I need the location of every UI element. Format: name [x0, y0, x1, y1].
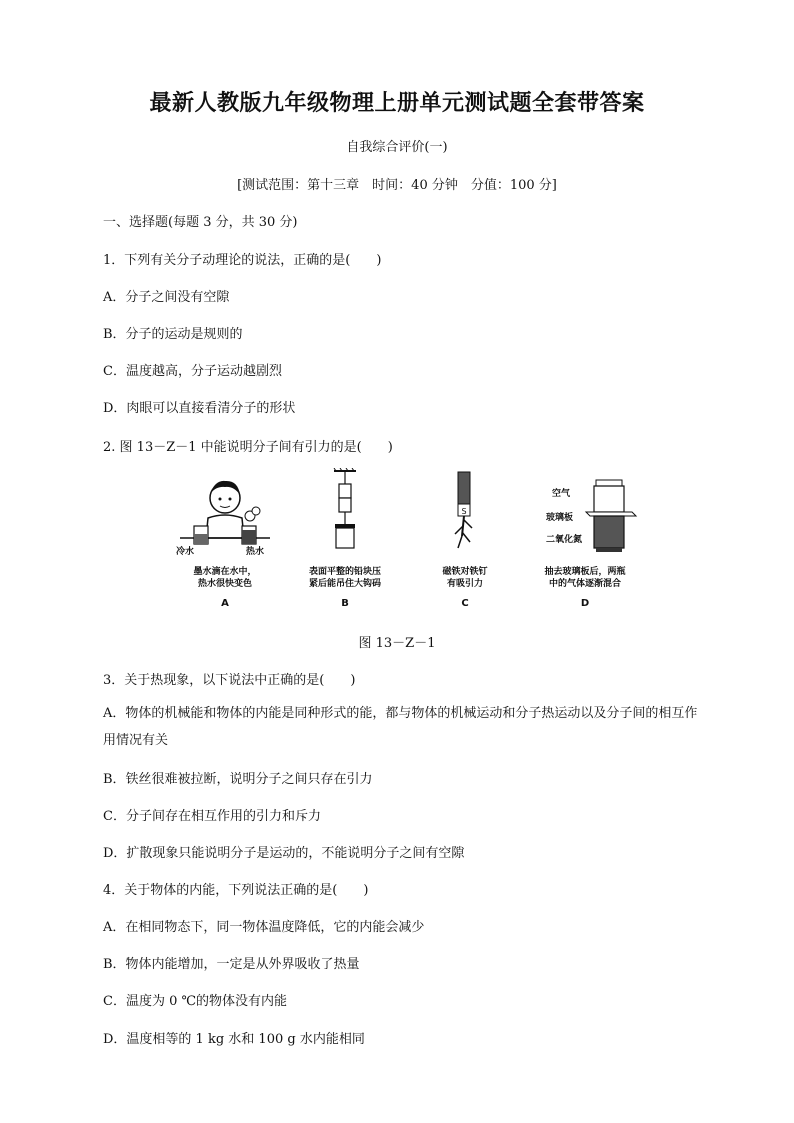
panel-c-caption-line2: 有吸引力: [446, 579, 483, 589]
air-label: 空气: [552, 489, 571, 499]
panel-a-caption-line2: 热水很快变色: [197, 579, 252, 589]
panel-b-caption-line2: 紧后能吊住大钩码: [308, 579, 381, 589]
cold-water-label: 冷水: [176, 547, 195, 557]
question-1-option-a: A．分子之间没有空隙: [103, 290, 230, 305]
panel-c-caption: [410, 566, 520, 590]
document-subtitle: 自我综合评价(一): [346, 140, 448, 155]
document-title: 最新人教版九年级物理上册单元测试题全套带答案: [149, 91, 645, 116]
panel-c-caption-line1: 磁铁对铁钉: [442, 567, 488, 577]
question-4-option-d: D．温度相等的 1 kg 水和 100 g 水内能相同: [103, 1032, 365, 1047]
panel-b-letter: B: [341, 598, 349, 609]
question-4-option-a: A．在相同物态下，同一物体温度降低，它的内能会减少: [103, 920, 425, 935]
panel-a-letter: A: [221, 598, 229, 609]
question-3-option-b: B．铁丝很难被拉断，说明分子之间只存在引力: [103, 772, 373, 787]
test-range: [测试范围：第十三章 时间：40 分钟 分值：100 分]: [237, 178, 557, 193]
nitrogen-dioxide-label: 二氧化氮: [546, 535, 583, 545]
figure-panel-d: [530, 468, 640, 618]
panel-d-letter: D: [580, 598, 590, 609]
glass-plate-label: 玻璃板: [546, 513, 574, 523]
panel-a-caption: [170, 566, 280, 590]
question-4-stem: 4．关于物体的内能，下列说法正确的是( ): [103, 883, 369, 898]
question-1-option-c: C．温度越高，分子运动越剧烈: [103, 364, 282, 379]
panel-a-caption-line1: 墨水滴在水中，: [193, 567, 257, 577]
question-3-option-d: D．扩散现象只能说明分子是运动的，不能说明分子之间有空隙: [103, 846, 465, 861]
question-1-option-b: B．分子的运动是规则的: [103, 327, 243, 342]
panel-d-caption-line2: 中的气体逐渐混合: [548, 579, 621, 589]
figure-panel-b: [290, 468, 400, 618]
figure-caption: 图 13－Z－1: [358, 636, 436, 651]
question-3-option-c: C．分子间存在相互作用的引力和斥力: [103, 809, 321, 824]
question-3-stem: 3．关于热现象，以下说法中正确的是( ): [103, 673, 356, 688]
magnet-nails-illustration: [410, 468, 520, 563]
panel-d-caption-line1: 抽去玻璃板后，两瓶: [544, 567, 626, 577]
panel-b-caption-line1: 表面平整的铅块压: [308, 567, 381, 577]
question-4-option-c: C．温度为 0 ℃的物体没有内能: [103, 994, 288, 1009]
question-2-stem: 2. 图 13－Z－1 中能说明分子间有引力的是( ): [103, 440, 393, 455]
magnet-pole-label: S: [461, 507, 467, 516]
hot-water-label: 热水: [246, 547, 265, 557]
question-1-stem: 1．下列有关分子动理论的说法，正确的是( ): [103, 253, 382, 268]
section-heading: 一、选择题(每题 3 分，共 30 分): [103, 215, 298, 230]
question-1-option-d: D．肉眼可以直接看清分子的形状: [103, 401, 296, 416]
lead-blocks-illustration: [290, 468, 400, 563]
figure-panel-c: [410, 468, 520, 618]
panel-b-caption: [290, 566, 400, 590]
panel-c-letter: C: [461, 598, 469, 609]
panel-d-caption: [530, 566, 640, 590]
question-3-option-a: A．物体的机械能和物体的内能是同种形式的能，都与物体的机械运动和分子热运动以及分子间的相互作用情况有关: [103, 706, 698, 748]
question-4-option-b: B．物体内能增加，一定是从外界吸收了热量: [103, 957, 360, 972]
figure-13-z-1: [170, 468, 640, 618]
figure-panel-a: [170, 468, 280, 618]
